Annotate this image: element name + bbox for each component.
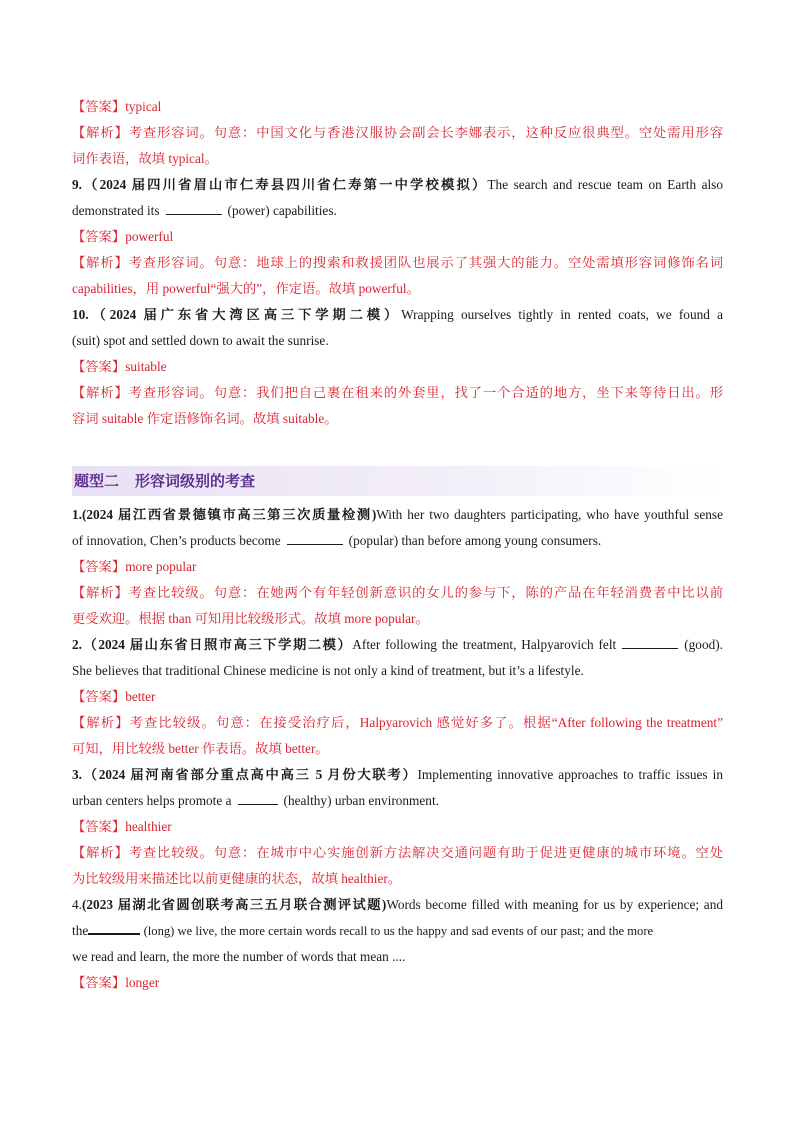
question-3 bbox=[72, 762, 723, 788]
section-title: 形容词级别的考查 bbox=[135, 472, 256, 490]
explanation-label: 【解析】 bbox=[72, 845, 129, 860]
explanation-line bbox=[72, 840, 723, 866]
question-1-line2 bbox=[72, 528, 723, 554]
answer-label: 【答案】 bbox=[72, 559, 126, 574]
answer-value: healthier bbox=[125, 819, 172, 834]
question-text: (suit) spot and settled down to await the sunrise. bbox=[72, 333, 329, 348]
question-text: Words become filled with meaning for us by experience; and bbox=[386, 897, 723, 912]
question-2-line2 bbox=[72, 658, 723, 684]
explanation-line bbox=[72, 250, 723, 276]
question-number: 3. bbox=[72, 767, 82, 782]
answer-label: 【答案】 bbox=[72, 975, 126, 990]
explanation-line bbox=[72, 406, 723, 432]
explanation-text: 考查形容词。句意：地球上的搜索和救援团队也展示了其强大的能力。空处需填形容词修饰名词 bbox=[128, 255, 724, 270]
answer-label: 【答案】 bbox=[72, 99, 126, 114]
answer-label: 【答案】 bbox=[72, 689, 126, 704]
question-text: demonstrated its bbox=[72, 203, 160, 218]
question-text: of innovation, Chen’s products become bbox=[72, 533, 281, 548]
question-1 bbox=[72, 502, 723, 528]
question-3-line2 bbox=[72, 788, 723, 814]
explanation-text: 考查比较级。句意：在接受治疗后，Halpyarovich 感觉好多了。根据“After following the treatment” bbox=[129, 715, 723, 730]
question-number: 2. bbox=[72, 637, 82, 652]
question-text: Wrapping ourselves tightly in rented coats, we found a bbox=[401, 307, 723, 322]
explanation-text: 考查比较级。句意：在城市中心实施创新方法解决交通问题有助于促进更健康的城市环境。空处 bbox=[128, 845, 724, 860]
answer-value: longer bbox=[125, 975, 160, 990]
explanation-text: 词作表语，故填 typical。 bbox=[72, 151, 218, 166]
answer-label: 【答案】 bbox=[72, 819, 126, 834]
explanation-text: 为比较级用来描述比以前更健康的状态，故填 healthier。 bbox=[72, 871, 402, 886]
answer-blank bbox=[287, 532, 343, 545]
explanation-text: 更受欢迎。根据 than 可知用比较级形式。故填 more popular。 bbox=[72, 611, 429, 626]
question-text: Implementing innovative approaches to traffic issues in bbox=[417, 767, 723, 782]
question-source: （2024 届四川省眉山市仁寿县四川省仁寿第一中学校模拟） bbox=[81, 177, 488, 192]
explanation-text: 考查形容词。句意：我们把自己裹在租来的外套里，找了一个合适的地方，坐下来等待日出。形 bbox=[128, 385, 724, 400]
question-text: (long) we live, the more certain words recall to us the happy and sad events of our past; and the more bbox=[143, 924, 654, 938]
answer-blank bbox=[166, 202, 222, 215]
section-header bbox=[72, 466, 723, 496]
answer-value: typical bbox=[125, 99, 162, 114]
explanation-line bbox=[72, 146, 723, 172]
answer-line bbox=[72, 970, 723, 996]
explanation-label: 【解析】 bbox=[72, 125, 129, 140]
question-text: we read and learn, the more the number of words that mean .... bbox=[72, 949, 406, 964]
answer-value: better bbox=[125, 689, 156, 704]
question-text: (healthy) urban environment. bbox=[283, 793, 439, 808]
explanation-text: 考查形容词。句意：中国文化与香港汉服协会副会长李娜表示，这种反应很典型。空处需用形容 bbox=[128, 125, 724, 140]
explanation-line bbox=[72, 606, 723, 632]
answer-line bbox=[72, 554, 723, 580]
explanation-line bbox=[72, 276, 723, 302]
explanation-label: 【解析】 bbox=[72, 385, 129, 400]
question-text: The search and rescue team on Earth also bbox=[487, 177, 724, 192]
answer-blank bbox=[88, 921, 140, 935]
question-number: 4. bbox=[72, 897, 82, 912]
explanation-line bbox=[72, 866, 723, 892]
answer-blank bbox=[238, 792, 278, 805]
question-4-line3 bbox=[72, 944, 723, 970]
question-10-line2 bbox=[72, 328, 723, 354]
explanation-line bbox=[72, 736, 723, 762]
answer-line bbox=[72, 684, 723, 710]
question-9 bbox=[72, 172, 723, 198]
explanation-label: 【解析】 bbox=[72, 715, 130, 730]
explanation-text: capabilities，用 powerful“强大的”，作定语。故填 powerful。 bbox=[72, 281, 420, 296]
answer-value: suitable bbox=[125, 359, 167, 374]
question-text: She believes that traditional Chinese medicine is not only a kind of treatment, but it’s a lifestyle. bbox=[72, 663, 584, 678]
explanation-text: 考查比较级。句意：在她两个有年轻创新意识的女儿的参与下，陈的产品在年轻消费者中比以前 bbox=[128, 585, 724, 600]
section-label: 题型二 bbox=[74, 472, 120, 490]
question-number: 9. bbox=[72, 177, 82, 192]
answer-blank bbox=[622, 636, 678, 649]
explanation-line bbox=[72, 580, 723, 606]
question-text: (good). bbox=[684, 637, 723, 652]
explanation-label: 【解析】 bbox=[72, 255, 129, 270]
question-text: urban centers helps promote a bbox=[72, 793, 232, 808]
explanation-text: 可知，用比较级 better 作表语。故填 better。 bbox=[72, 741, 329, 756]
question-number: 10. bbox=[72, 307, 89, 322]
question-4 bbox=[72, 892, 723, 918]
explanation-line bbox=[72, 710, 723, 736]
question-4-line2 bbox=[72, 918, 723, 944]
answer-line bbox=[72, 354, 723, 380]
question-text: (power) capabilities. bbox=[227, 203, 337, 218]
question-9-line2 bbox=[72, 198, 723, 224]
answer-value: more popular bbox=[125, 559, 197, 574]
answer-line bbox=[72, 94, 723, 120]
answer-label: 【答案】 bbox=[72, 229, 126, 244]
question-text: With her two daughters participating, who have youthful sense bbox=[376, 507, 723, 522]
explanation-text: 容词 suitable 作定语修饰名词。故填 suitable。 bbox=[72, 411, 338, 426]
question-number: 1. bbox=[72, 507, 82, 522]
explanation-label: 【解析】 bbox=[72, 585, 129, 600]
explanation-line bbox=[72, 380, 723, 406]
question-2 bbox=[72, 632, 723, 658]
question-source: （2024 届河南省部分重点高中高三 5 月份大联考） bbox=[81, 767, 418, 782]
answer-line bbox=[72, 814, 723, 840]
question-source: (2023 届湖北省圆创联考高三五月联合测评试题) bbox=[81, 897, 387, 912]
question-source: （2024 届山东省日照市高三下学期二模） bbox=[81, 637, 353, 652]
answer-line bbox=[72, 224, 723, 250]
document-content bbox=[72, 94, 723, 996]
explanation-line bbox=[72, 120, 723, 146]
question-source: (2024 届江西省景德镇市高三第三次质量检测) bbox=[81, 507, 377, 522]
answer-value: powerful bbox=[125, 229, 174, 244]
question-text: (popular) than before among young consumers. bbox=[348, 533, 602, 548]
question-10 bbox=[72, 302, 723, 328]
question-source: （2024 届广东省大湾区高三下学期二模） bbox=[88, 307, 402, 322]
question-text: the bbox=[72, 923, 89, 938]
answer-label: 【答案】 bbox=[72, 359, 126, 374]
question-text: After following the treatment, Halpyarovich felt bbox=[352, 637, 617, 652]
